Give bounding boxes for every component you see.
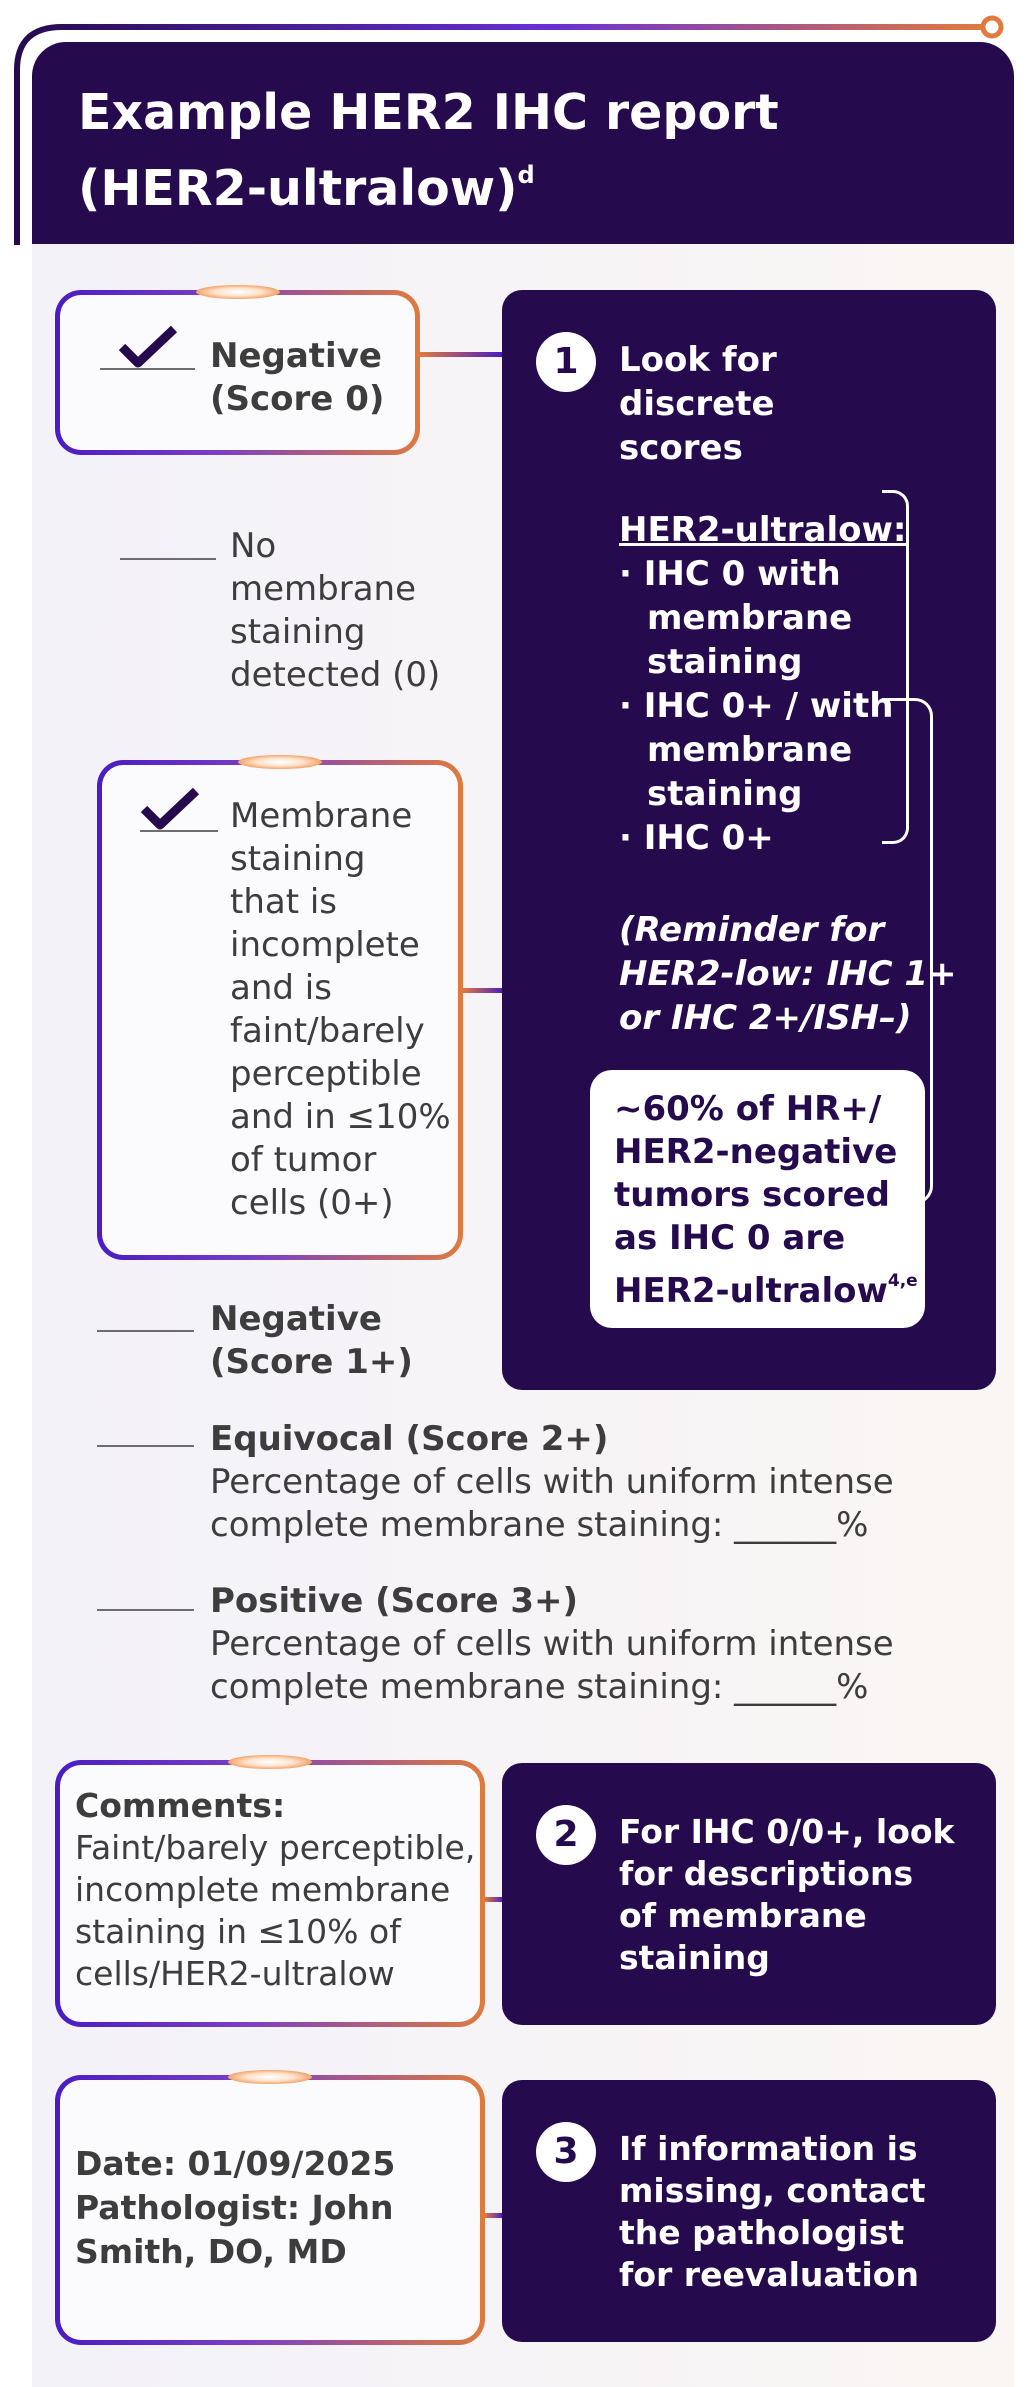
checkmark-icon xyxy=(118,325,178,369)
header-bar xyxy=(32,42,1014,244)
ultralow-statistic-callout: ~60% of HR+/ HER2-negative tumors scored as IHC 0 are HER2-ultralow$^{4,e}$ xyxy=(590,1070,925,1328)
number-badge-icon: 3 xyxy=(536,2122,596,2182)
checkbox-line xyxy=(97,1609,194,1611)
equivocal-option: Equivocal (Score 2+) Percentage of cells with uniform intense complete membrane staining: ______% xyxy=(210,1419,894,1545)
step3-panel xyxy=(502,2080,996,2342)
positive-option: Positive (Score 3+) Percentage of cells with uniform intense complete membrane staining: ______% xyxy=(210,1581,894,1707)
step1-title: Look for discrete scores xyxy=(619,340,777,468)
page-title: Example HER2 IHC report (HER2-ultralow)$^d$ xyxy=(78,84,779,217)
step2-title: For IHC 0/0+, look for descriptions of membrane staining xyxy=(619,1812,955,1977)
no-staining-option: No membrane staining detected (0) xyxy=(230,526,441,695)
signature-text: Date: 01/09/2025 Pathologist: John Smith, DO, MD xyxy=(75,2144,396,2271)
number-badge-icon: 2 xyxy=(536,1805,596,1865)
glow-accent xyxy=(238,755,322,769)
ultralow-option: Membrane staining that is incomplete and is faint/barely perceptible and in ≤10% of tumor cells (0+) xyxy=(230,796,451,1223)
glow-accent xyxy=(228,2070,312,2084)
glow-accent xyxy=(196,285,280,299)
step1-panel xyxy=(502,290,996,1390)
comments-text: Comments: Faint/barely perceptible, incomplete membrane staining in ≤10% of cells/HER2-ultralow xyxy=(75,1786,476,1993)
score1-option: Negative (Score 1+) xyxy=(210,1299,413,1382)
score0-label: Negative (Score 0) xyxy=(210,336,385,419)
connector-4 xyxy=(485,2213,503,2218)
checkbox-line xyxy=(120,558,216,560)
connector-3 xyxy=(485,1897,503,1902)
step2-panel xyxy=(502,1763,996,2025)
checkbox-line xyxy=(97,1445,194,1447)
checkmark-icon xyxy=(140,787,200,831)
ultralow-definitions: HER2-ultralow: · IHC 0 with membrane staining · IHC 0+ / with membrane staining · IHC 0+ xyxy=(619,510,907,858)
step3-title: If information is missing, contact the pathologist for reevaluation xyxy=(619,2129,926,2294)
number-badge-icon: 1 xyxy=(536,332,596,392)
connector-2 xyxy=(463,988,503,993)
checkbox-line xyxy=(97,1330,194,1332)
glow-accent xyxy=(228,1755,312,1769)
reminder-text: (Reminder for HER2-low: IHC 1+ or IHC 2+/ISH–) xyxy=(619,910,957,1038)
connector-1 xyxy=(420,352,502,357)
